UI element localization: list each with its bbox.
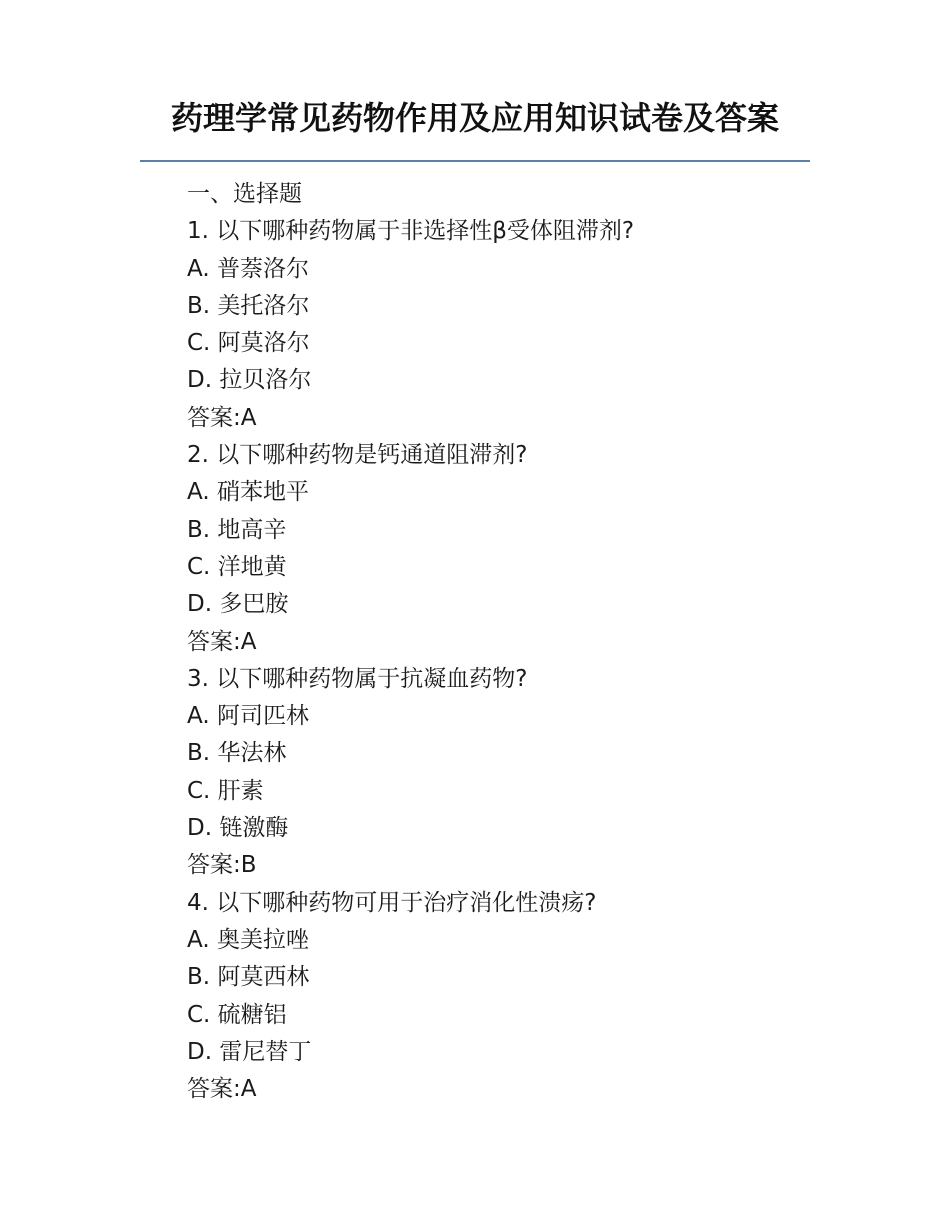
option-a: A. 硝苯地平 xyxy=(187,479,309,506)
document-body xyxy=(187,176,807,1108)
option-c: C. 硫糖铝 xyxy=(187,1001,287,1028)
option-b: B. 美托洛尔 xyxy=(187,292,310,319)
answer-line: 答案:A xyxy=(187,404,257,431)
option-d: D. 多巴胺 xyxy=(187,591,289,618)
option-a: A. 普萘洛尔 xyxy=(187,255,309,282)
question-1 xyxy=(187,213,807,437)
option-c: C. 阿莫洛尔 xyxy=(187,330,310,357)
question-stem: 2. 以下哪种药物是钙通道阻滞剂? xyxy=(187,442,528,469)
option-c: C. 洋地黄 xyxy=(187,553,287,580)
option-b: B. 地高辛 xyxy=(187,516,287,543)
question-4 xyxy=(187,885,807,1109)
page-title: 药理学常见药物作用及应用知识试卷及答案 xyxy=(170,99,779,137)
question-stem: 1. 以下哪种药物属于非选择性β受体阻滞剂? xyxy=(187,218,635,245)
question-2 xyxy=(187,437,807,661)
option-d: D. 拉贝洛尔 xyxy=(187,367,312,394)
answer-line: 答案:B xyxy=(187,852,257,879)
question-3 xyxy=(187,661,807,885)
option-a: A. 阿司匹林 xyxy=(187,703,309,730)
option-d: D. 链激酶 xyxy=(187,815,289,842)
section-heading: 一、选择题 xyxy=(187,181,302,207)
answer-line: 答案:A xyxy=(187,1076,257,1103)
title-divider xyxy=(140,160,810,162)
question-stem: 3. 以下哪种药物属于抗凝血药物? xyxy=(187,665,528,692)
option-b: B. 阿莫西林 xyxy=(187,964,310,991)
option-d: D. 雷尼替丁 xyxy=(187,1038,312,1065)
answer-line: 答案:A xyxy=(187,628,257,655)
question-stem: 4. 以下哪种药物可用于治疗消化性溃疡? xyxy=(187,889,597,916)
option-a: A. 奥美拉唑 xyxy=(187,926,309,953)
option-c: C. 肝素 xyxy=(187,777,264,804)
option-b: B. 华法林 xyxy=(187,740,287,767)
